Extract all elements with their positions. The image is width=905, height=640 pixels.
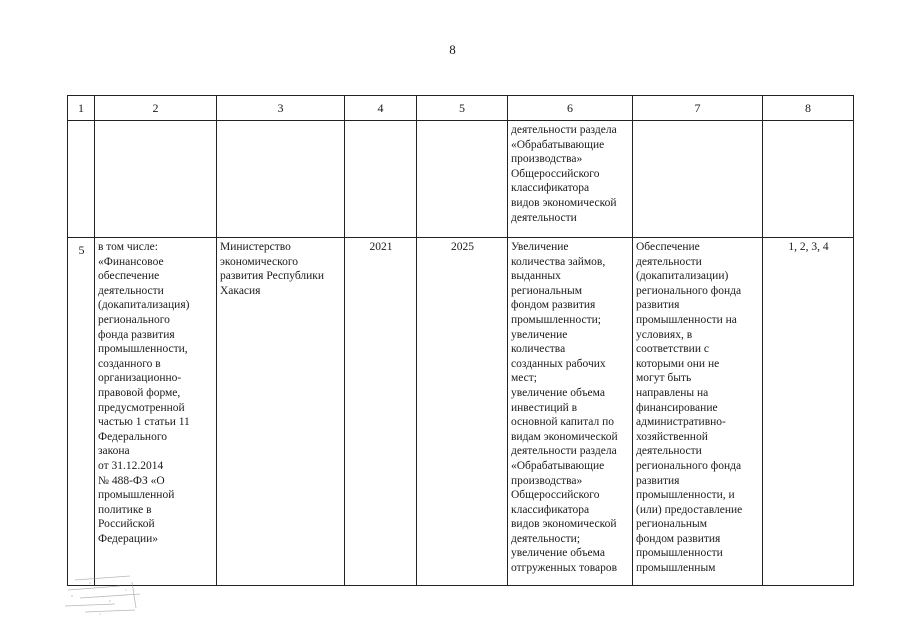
text-line: «Финансовое [98,255,164,268]
text-line: видам экономической [511,430,618,443]
text-line: выданных [511,270,561,283]
text-line: могут быть [636,372,692,385]
text-line: административно- [636,416,726,429]
text-line: видов экономической [511,196,617,209]
text-line: развития [636,299,680,312]
text-line: обеспечение [98,270,160,283]
text-line: отгруженных товаров [511,562,618,575]
text-line: увеличение [511,328,568,341]
header-cell-6: 6 [508,96,633,121]
text-line: регионального фонда [636,284,742,297]
text-line: промышленным [636,562,716,575]
text-line: Обеспечение [636,241,700,253]
text-line: регионального фонда [636,459,742,472]
text-line: «Обрабатывающие [511,459,605,472]
cell-empty [417,121,508,238]
cell-continuation-results [508,121,633,238]
cell-empty [95,121,217,238]
indicator-links-cell: 1, 2, 3, 4 [763,238,854,586]
text-line: созданных рабочих [511,357,606,370]
text-line: видов экономической [511,518,617,531]
header-cell-8: 8 [763,96,854,121]
cell-empty [217,121,345,238]
cell-empty [763,121,854,238]
table-header-row [68,96,854,121]
text-line: Российской [98,518,155,531]
text-line: Общероссийского [511,489,600,502]
text-line: деятельности раздела [511,124,617,136]
measure-name-cell [95,238,217,586]
page-number: 8 [449,42,456,57]
text-line: Общероссийского [511,167,600,180]
start-year-cell: 2021 [345,238,417,586]
header-cell-7: 7 [633,96,763,121]
relation-cell [633,238,763,586]
text-line: закона [98,445,130,458]
text-line: классификатора [511,182,590,195]
text-line: мест; [511,372,537,385]
table-row-5 [68,238,854,586]
row-number-cell: 5 [68,238,95,586]
text-line: промышленности [636,547,723,560]
header-cell-1: 1 [68,96,95,121]
text-line: развития [636,474,680,487]
text-line: которыми они не [636,357,720,370]
text-line: региональным [511,284,582,297]
text-line: (докапитализация) [98,299,190,312]
text-line: деятельности раздела [511,445,617,458]
text-line: правовой форме, [98,386,181,399]
cell-empty [633,121,763,238]
text-line: производства» [511,474,583,487]
responsible-executor-cell [217,238,345,586]
text-line: увеличение объема [511,547,605,560]
table-row-continuation [68,121,854,238]
text-line: экономического [220,255,299,268]
text-line: промышленности; [511,313,601,326]
text-line: Хакасия [220,284,261,297]
text-line: «Обрабатывающие [511,138,605,151]
text-line: промышленности, [98,343,188,356]
text-line: фонда развития [98,328,175,341]
text-line: № 488-ФЗ «О [98,474,165,487]
text-line: деятельности [636,255,702,268]
text-line: деятельности; [511,532,581,545]
text-line: созданного в [98,357,161,370]
text-line: направлены на [636,386,709,399]
text-line: условиях, в [636,328,693,341]
end-year-cell: 2025 [417,238,508,586]
text-line: деятельности [511,211,577,224]
text-line: (или) предоставление [636,503,743,516]
text-line: деятельности [636,445,702,458]
text-line: количества займов, [511,255,606,268]
text-line: промышленной [98,489,175,502]
text-line: (докапитализации) [636,270,729,283]
text-line: регионального [98,313,170,326]
text-line: соответствии с [636,343,709,356]
stamp-mark [60,568,150,618]
text-line: развития Республики [220,270,325,283]
header-cell-3: 3 [217,96,345,121]
header-cell-2: 2 [95,96,217,121]
text-line: промышленности на [636,313,737,326]
text-line: промышленности, и [636,489,735,502]
header-cell-5: 5 [417,96,508,121]
text-line: Федерации» [98,532,159,545]
text-line: Министерство [220,241,291,253]
text-line: классификатора [511,503,590,516]
text-line: предусмотренной [98,401,185,414]
text-line: инвестиций в [511,401,578,414]
text-line: частью 1 статьи 11 [98,416,190,429]
text-line: основной капитал по [511,416,614,429]
text-line: увеличение объема [511,386,605,399]
text-line: фондом развития [511,299,596,312]
text-line: финансирование [636,401,718,414]
text-line: политике в [98,503,152,516]
text-line: организационно- [98,372,182,385]
cell-empty [345,121,417,238]
text-line: количества [511,343,566,356]
text-line: в том числе: [98,241,158,253]
cell-empty [68,121,95,238]
document-table [67,95,854,586]
text-line: Федерального [98,430,168,443]
text-line: фондом развития [636,532,721,545]
text-line: деятельности [98,284,164,297]
text-line: Увеличение [511,241,569,253]
expected-results-cell [508,238,633,586]
text-line: региональным [636,518,707,531]
header-cell-4: 4 [345,96,417,121]
text-line: хозяйственной [636,430,708,443]
text-line: от 31.12.2014 [98,459,164,472]
text-line: производства» [511,153,583,166]
